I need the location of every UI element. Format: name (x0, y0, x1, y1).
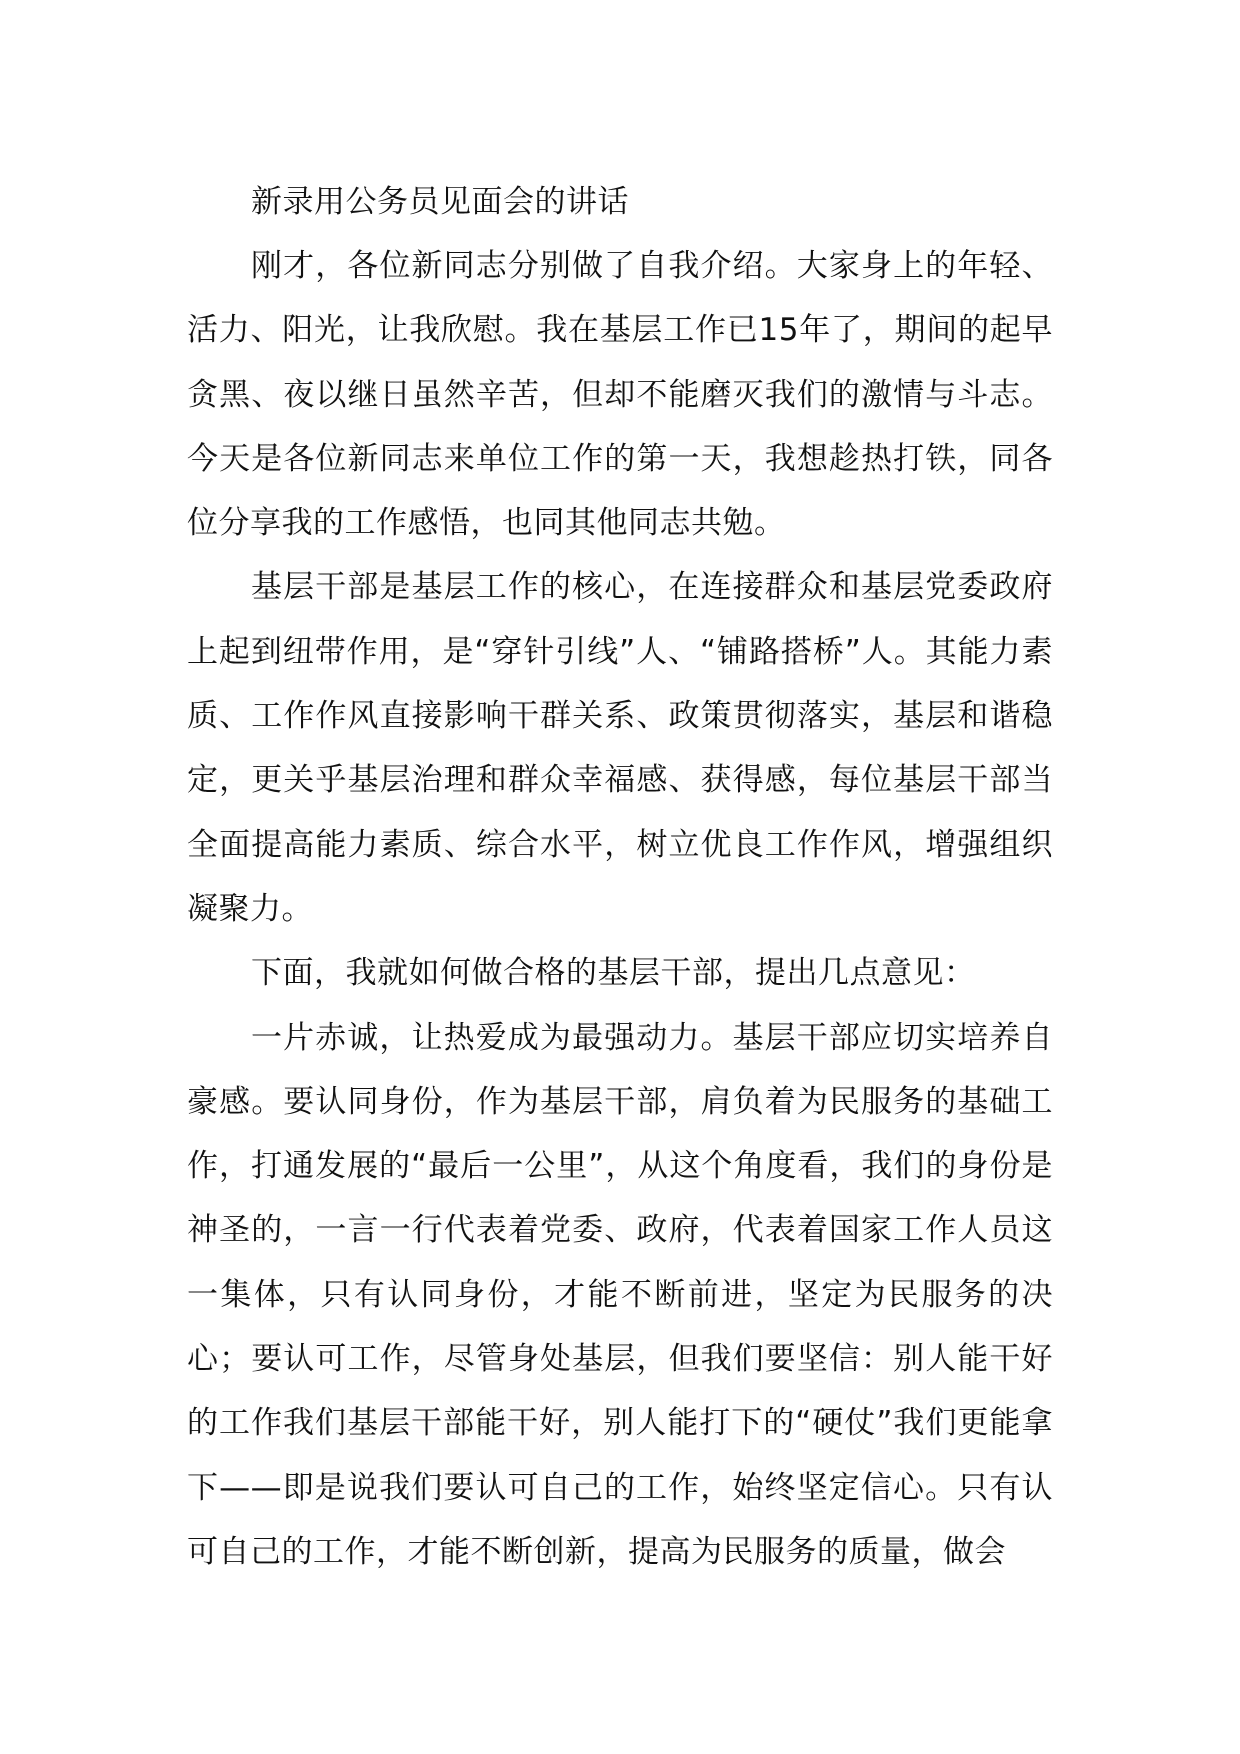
paragraph-opinions-lead: 下面，我就如何做合格的基层干部，提出几点意见： (251, 955, 976, 992)
paragraph-intro: 刚才，各位新同志分别做了自我介绍。大家身上的年轻、活力、阳光，让我欣慰。我在基层工作已15年了，期间的起早贪黑、夜以继日虽然辛苦，但却不能磨灭我们的激情与斗志。今天是各位新同志来单位工作的第一天，我想趁热打铁，同各位分享我的工作感悟，也同其他同志共勉。 (187, 248, 1053, 542)
paragraph-point-one: 一片赤诚，让热爱成为最强动力。基层干部应切实培养自豪感。要认同身份，作为基层干部，肩负着为民服务的基础工作，打通发展的“最后一公里”，从这个角度看，我们的身份是神圣的，一言一行代表着党委、政府，代表着国家工作人员这一集体，只有认同身份，才能不断前进，坚定为民服务的决心；要认可工作，尽管身处基层，但我们要坚信：别人能干好的工作我们基层干部能干好，别人能打下的“硬仗”我们更能拿下——即是说我们要认可自己的工作，始终坚定信心。只有认可自己的工作，才能不断创新，提高为民服务的质量，做会 (187, 1019, 1053, 1570)
paragraph-cadre-role: 基层干部是基层工作的核心，在连接群众和基层党委政府上起到纽带作用，是“穿针引线”人、“铺路搭桥”人。其能力素质、工作作风直接影响干群关系、政策贯彻落实，基层和谐稳定，更关乎基层治理和群众幸福感、获得感，每位基层干部当全面提高能力素质、综合水平，树立优良工作作风，增强组织凝聚力。 (187, 569, 1053, 927)
document-title: 新录用公务员见面会的讲话 (251, 184, 629, 220)
document-body (187, 170, 1053, 1584)
